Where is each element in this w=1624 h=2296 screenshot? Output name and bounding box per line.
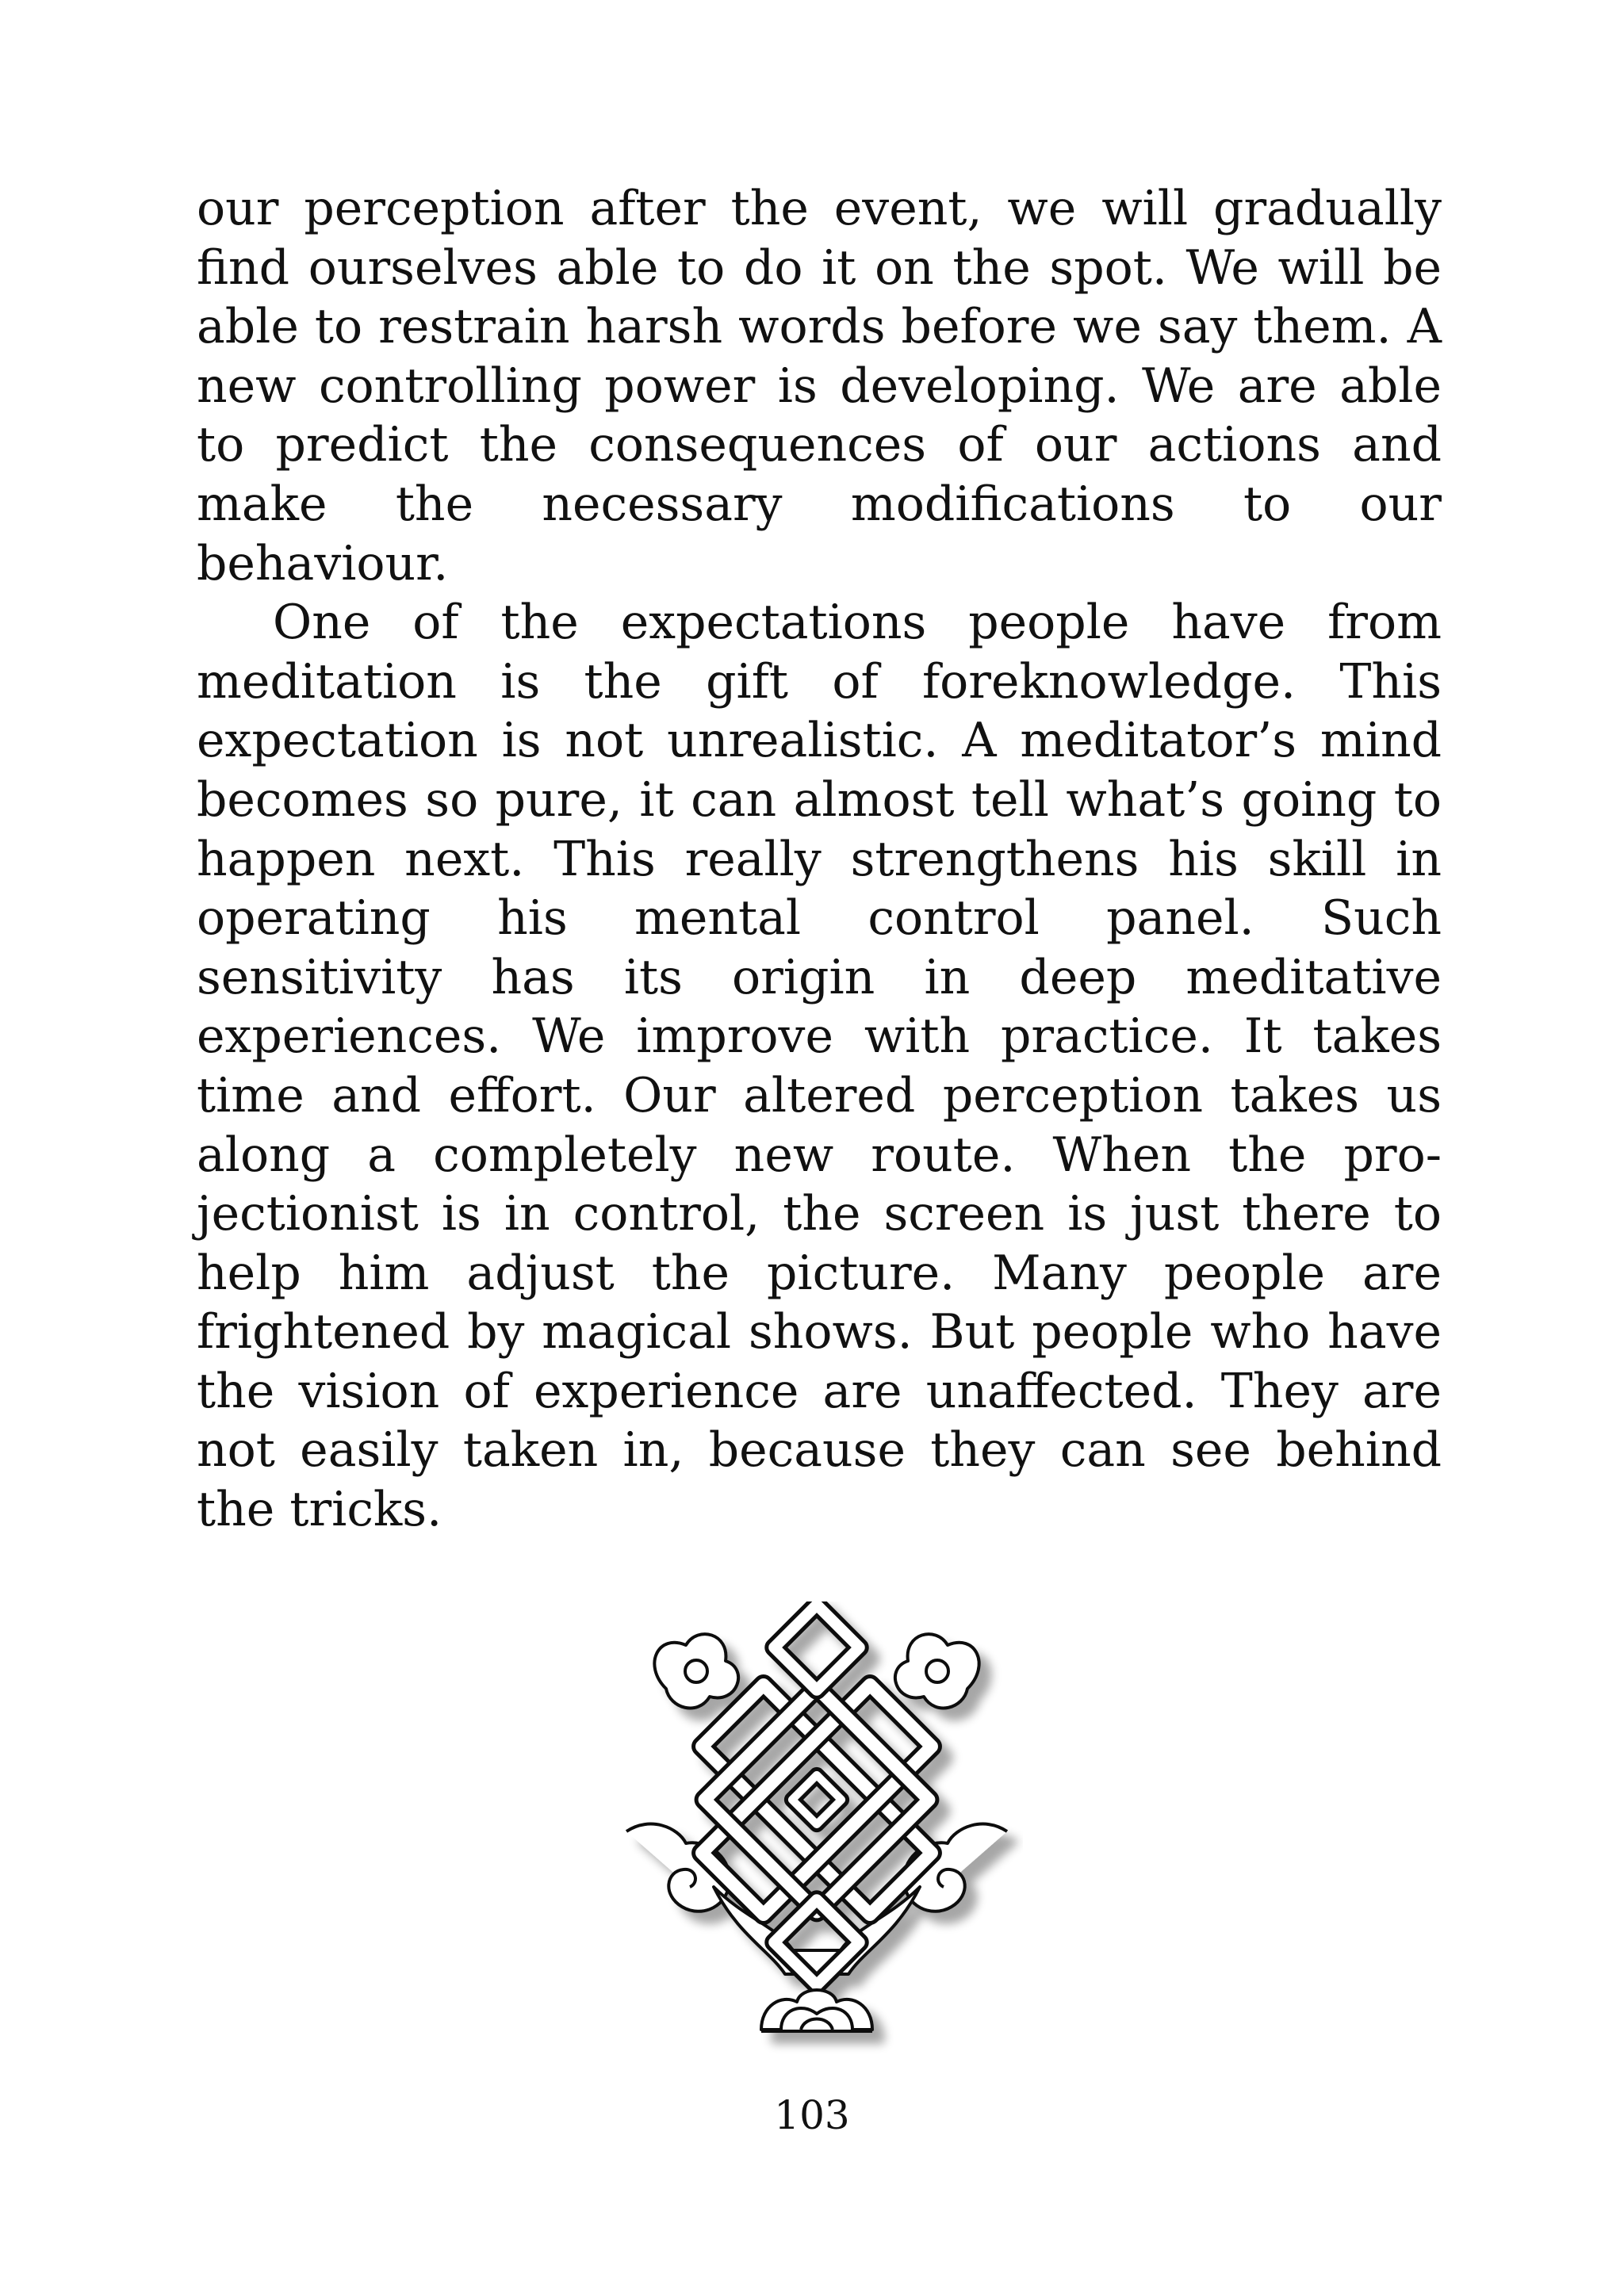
page-number: 103 <box>774 2092 850 2138</box>
paragraph-2: One of the expectations people have from meditation is the gift of foreknowledge. This expectation is not unrealistic. A meditator’s mind becomes so pure, it can almost tell what’s going to happen next. This really strengthens his skill in operating his mental control panel. Such sensitivity has its origin in deep meditative experiences. We improve with practice. It takes time and effort. Our altered perception takes us along a completely new route. When the projectionist is in control, the screen is just there to help him adjust the picture. Many people are frightened by magical shows. But people who have the vision of experience are unaffected. They are not easily taken in, because they can see behind the tricks. <box>197 595 1442 1538</box>
paragraph-1: our perception after the event, we will gradually find ourselves able to do it on the spot. We will be able to restrain harsh words before we say them. A new controlling power is developing. We are able to predict the consequences of our actions and make the necessary modifications to our behaviour. <box>197 181 1442 591</box>
endless-knot-icon <box>611 1601 1023 2061</box>
body-text <box>197 179 1442 1540</box>
